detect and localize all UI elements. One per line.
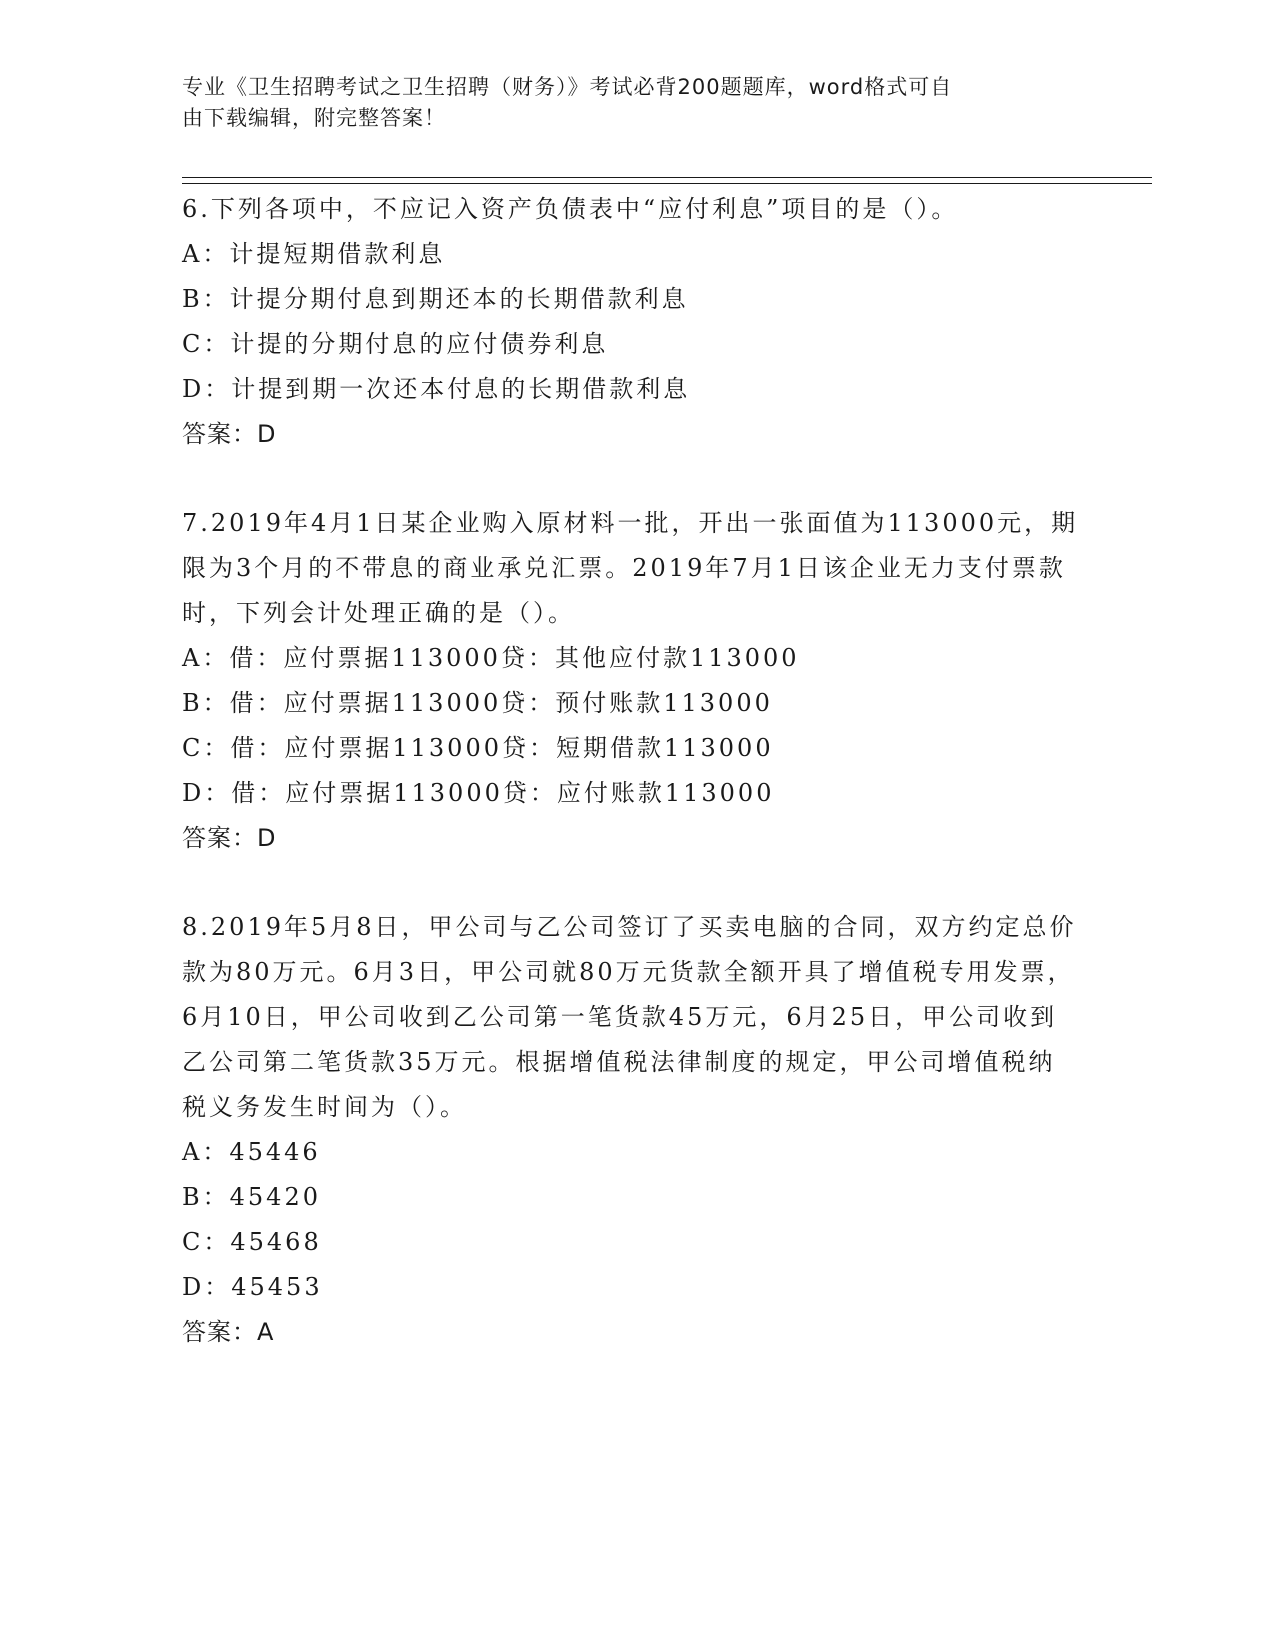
header-line-2: 由下载编辑，附完整答案！ <box>182 106 446 130</box>
header-line-1: 专业《卫生招聘考试之卫生招聘（财务）》考试必背200题题库，word格式可自 <box>182 75 953 99</box>
question-stem: 8.2019年5月8日，甲公司与乙公司签订了买卖电脑的合同，双方约定总价款为80万元。6月3日，甲公司就80万元货款全额开具了增值税专用发票，6月10日，甲公司收到乙公司第一笔货款45万元，6月25日，甲公司收到乙公司第二笔货款35万元。根据增值税法律制度的规定，甲公司增值税纳税义务发生时间为（）。 <box>182 913 1077 1121</box>
question-6 <box>182 187 1082 457</box>
answer-text: 答案：D <box>182 824 277 852</box>
option-c: C：借：应付票据113000贷：短期借款113000 <box>182 734 774 762</box>
document-header <box>182 72 1062 134</box>
option-a: A：借：应付票据113000贷：其他应付款113000 <box>182 644 800 672</box>
question-stem: 7.2019年4月1日某企业购入原材料一批，开出一张面值为113000元，期限为3个月的不带息的商业承兑汇票。2019年7月1日该企业无力支付票款时，下列会计处理正确的是（）。 <box>182 509 1079 627</box>
question-stem: 6.下列各项中，不应记入资产负债表中“应付利息”项目的是（）。 <box>182 195 959 223</box>
option-d: D：借：应付票据113000贷：应付账款113000 <box>182 779 775 807</box>
option-d: D：计提到期一次还本付息的长期借款利息 <box>182 375 691 403</box>
header-divider-top <box>182 177 1152 178</box>
question-7 <box>182 501 1082 861</box>
header-divider-bottom <box>182 183 1152 184</box>
answer-text: 答案：A <box>182 1318 275 1346</box>
option-b: B：45420 <box>182 1183 321 1211</box>
question-8 <box>182 905 1082 1355</box>
option-a: A：计提短期借款利息 <box>182 240 446 268</box>
option-b: B：计提分期付息到期还本的长期借款利息 <box>182 285 689 313</box>
question-list <box>182 187 1082 1399</box>
option-a: A：45446 <box>182 1138 321 1166</box>
option-b: B：借：应付票据113000贷：预付账款113000 <box>182 689 773 717</box>
option-d: D：45453 <box>182 1273 323 1301</box>
option-c: C：计提的分期付息的应付债券利息 <box>182 330 609 358</box>
answer-text: 答案：D <box>182 420 277 448</box>
option-c: C：45468 <box>182 1228 322 1256</box>
